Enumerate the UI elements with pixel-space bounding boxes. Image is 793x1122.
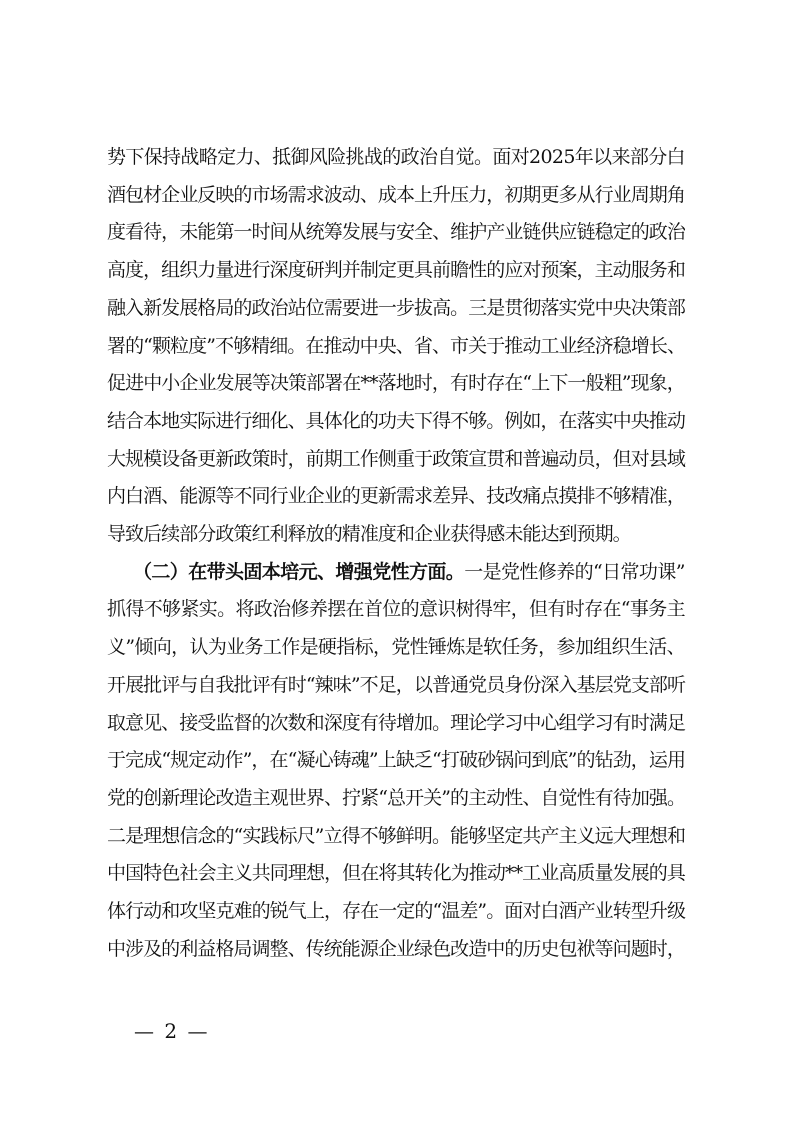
text-line-content: 中涉及的利益格局调整、传统能源企业绿色改造中的历史包袱等问题时， — [107, 937, 685, 960]
text-line-content: 度看待，未能第一时间从统筹发展与安全、维护产业链供应链稳定的政治 — [107, 221, 685, 244]
text-line — [107, 783, 685, 813]
text-line-content: 党的创新理论改造主观世界、拧紧“总开关”的主动性、自觉性有待加强。 — [107, 786, 686, 809]
text-line — [107, 670, 685, 700]
text-line — [133, 557, 685, 587]
text-line — [107, 594, 685, 624]
text-line-content: 开展批评与自我批评有时“辣味”不足，以普通党员身份深入基层党支部听 — [107, 673, 686, 696]
text-line — [107, 444, 685, 474]
text-line-content: 署的“颗粒度”不够精细。在推动中央、省、市关于推动工业经济稳增长、 — [107, 334, 686, 357]
text-line-content: 抓得不够紧实。将政治修养摆在首位的意识树得牢，但有时存在“事务主 — [107, 598, 685, 621]
text-line-content: 酒包材企业反映的市场需求波动、成本上升压力，初期更多从行业周期角 — [107, 183, 685, 206]
text-line — [107, 255, 685, 285]
text-line-content: 取意见、接受监督的次数和深度有待增加。理论学习中心组学习有时满足 — [107, 711, 685, 734]
text-line-content: 二是理想信念的“实践标尺”立得不够鲜明。能够坚定共产主义远大理想和 — [107, 824, 686, 847]
text-line — [107, 896, 685, 926]
text-line — [107, 519, 631, 549]
text-line — [107, 632, 685, 662]
text-line-content: 融入新发展格局的政治站位需要进一步拔高。三是贯彻落实党中央决策部 — [107, 296, 685, 319]
text-line-content: 高度，组织力量进行深度研判并制定更具前瞻性的应对预案，主动服务和 — [107, 259, 685, 282]
text-line-content: 于完成“规定动作”，在“凝心铸魂”上缺乏“打破砂锅问到底”的钻劲，运用 — [107, 749, 686, 772]
text-line-content: 大规模设备更新政策时，前期工作侧重于政策宣贯和普遍动员，但对县域 — [107, 447, 685, 470]
text-line — [107, 708, 685, 738]
text-line — [107, 821, 685, 851]
text-line — [107, 293, 685, 323]
text-line-content: 势下保持战略定力、抵御风险挑战的政治自觉。面对2025年以来部分白 — [107, 146, 685, 168]
text-line — [107, 331, 685, 361]
text-line — [107, 406, 685, 436]
section-heading-rest: 一是党性修养的“日常功课” — [464, 560, 685, 583]
text-line-content: 促进中小企业发展等决策部署在**落地时，有时存在“上下一般粗”现象， — [107, 372, 685, 395]
text-line-content: 中国特色社会主义共同理想，但在将其转化为推动**工业高质量发展的具 — [107, 862, 685, 885]
text-line-content: 内白酒、能源等不同行业企业的更新需求差异、技改痛点摸排不够精准， — [107, 485, 685, 508]
text-line — [107, 368, 685, 398]
text-line — [107, 745, 685, 775]
text-line-content: 结合本地实际进行细化、具体化的功夫下得不够。例如，在落实中央推动 — [107, 409, 685, 432]
text-line-content: 导致后续部分政策红利释放的精准度和企业获得感未能达到预期。 — [107, 523, 631, 545]
text-line — [107, 180, 685, 210]
text-line — [107, 217, 685, 247]
page-number: — 2 — — [134, 1019, 210, 1043]
text-line-content: 体行动和攻坚克难的锐气上，存在一定的“温差”。面对白酒产业转型升级 — [107, 900, 686, 922]
text-line — [107, 858, 685, 888]
text-line — [107, 481, 685, 511]
text-line-content: 义”倾向，认为业务工作是硬指标，党性锤炼是软任务，参加组织生活、 — [107, 636, 685, 659]
section-heading: （二）在带头固本培元、增强党性方面。 — [133, 560, 465, 583]
text-line — [107, 142, 685, 172]
text-line — [107, 934, 685, 964]
